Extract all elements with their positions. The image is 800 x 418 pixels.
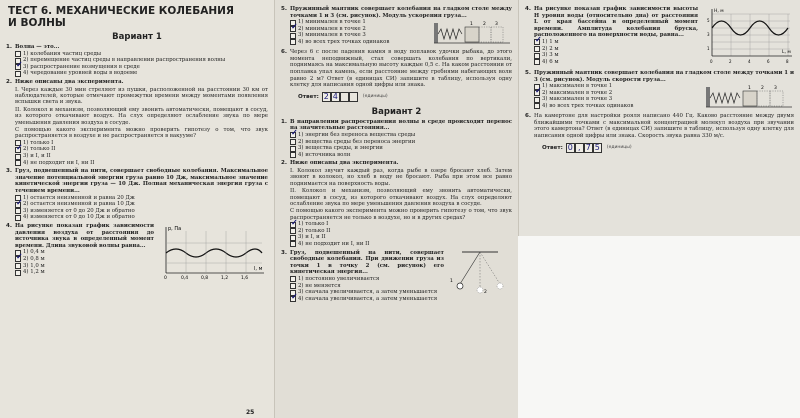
answer-option-label: 1) 0,4 м — [23, 249, 45, 256]
answer-option-label: 1) остается неизменной и равна 20 Дж — [23, 194, 135, 201]
tick-label: 1,2 — [221, 275, 229, 281]
variant-1-heading: Вариант 1 — [112, 32, 162, 42]
point-label: 3 — [495, 22, 498, 28]
question-v2-4: 4. На рисунке показан график зависимости высоты H уровня воды (относительно дна) от расстояния L от края бассейна в определенный момент времени. Амплитуда колебания бруска, расположенного на поверхности воды, равна... ✓ 1) 1 м 2) 2 м 3) 3 м 4) 6 м H, м L, м 0 2 4 6 8 1 3 5 — [525, 6, 794, 68]
experiment-1: I. Через каждые 30 мин стреляют из пушки, расположенной на расстоянии 30 км от наблюдателей, которые отмечают промежутки времени между моментами появления вспышки света и звука. — [15, 86, 268, 106]
answer-option-label: 3) минимален в точке 3 — [298, 32, 366, 39]
checkbox[interactable] — [290, 235, 296, 241]
answer-option[interactable] — [15, 214, 268, 221]
checkbox[interactable] — [15, 263, 21, 269]
question-text: На рисунке показан график зависимости высоты H уровня воды (относительно дна) от расстояния L от края бассейна в определенный момент времени. Амплитуда колебания бруска, расположенного на поверхности воды, равна... — [534, 6, 698, 39]
answer-option-label: 3) вещества среды, и энергии — [298, 145, 383, 152]
question-v2-2: 2. Ниже описаны два эксперимента. I. Колокол звучит каждый раз, когда рыбе в озере бросают хлеб. Затем звонят в колокол, но хлеб в воду не бросают. Рыба при этом все равно поднимается на поверхность воды. II. Колокол и механизм, позволяющий ему звонить автоматически, помещают в сосуд, из которого откачивают воздух. На слух определяют ослабление звука по мере уменьшения давления воздуха в сосуде. С помощью какого эксперимента можно проверить гипотезу о том, что звук распространяется не только в воздухе, но и в других средах? ✓ 1) только I 2) только II 3) и I, и II 4) не подходит ни I, ни II — [281, 160, 512, 247]
answer-option[interactable] — [290, 289, 444, 296]
checkbox[interactable] — [534, 103, 540, 109]
question-text: Пружинный маятник совершает колебания на гладком столе между точками 1 и 3 (см. рисунок). Модуль ускорения груза... — [290, 6, 512, 19]
answer-option-label: 2) максимален в точке 2 — [542, 89, 613, 96]
answer-option-label: 4) 6 м — [542, 58, 559, 65]
question-v1-2: 2. Ниже описаны два эксперимента. I. Через каждые 30 мин стреляют из пушки, расположенной на расстоянии 30 км от наблюдателей, которые отмечают промежутки времени между моментами появления вспышки света и звука. II. Колокол и механизм, позволяющий ему звонить автоматически, помещают в сосуд, из которого откачивают воздух. На слух определяют ослабление звука по мере уменьшения давления воздуха в сосуде. С помощью какого эксперимента можно проверить гипотезу о том, что звук распространяется в воздухе и не распространяется в вакууме? 1) только I ✓ 2) только II 3) и I, и II 4) не подходит ни I, ни II — [6, 79, 268, 166]
answer-option-label: 3) сначала увеличивается, а затем уменьшается — [298, 289, 438, 296]
checkbox[interactable] — [534, 53, 540, 59]
checked-checkbox[interactable] — [290, 132, 296, 138]
answer-option-label: 4) сначала увеличивается, а затем уменьшается — [298, 295, 438, 302]
answer-option-label: 1) 1 м — [542, 38, 559, 45]
question-text: В направлении распространения волны в среде происходит перенос на значительные расстояния... — [290, 118, 512, 132]
tick-label: 1,6 — [241, 275, 249, 281]
answer-option-label: 1) энергии без переноса вещества среды — [298, 131, 416, 138]
thread-pendulum-figure — [448, 250, 512, 294]
variant-2-heading: Вариант 2 — [371, 106, 422, 117]
blank-area — [518, 236, 800, 418]
tick-label: 6 — [767, 59, 770, 64]
question-v1-6: 6. Через 6 с после падения камня в воду поплавок удочки рыбака, до этого момента неподвижный, стал совершать колебания по вертикали, поднимаясь на максимальную высоту каждые 0,5 с. На каком расстоянии от поплавка упал камень, если расстояние между гребнями набегающих волн равно 2 м? Ответ (в единицах СИ) запишите в таблицу, используя одну клетку для написания одной цифры или знака. Ответ: 2 4 (единицы) — [281, 49, 512, 102]
point-label: 1 — [450, 278, 453, 284]
answer-option-label: 1) только I — [298, 221, 329, 228]
answer-option[interactable] — [290, 152, 512, 159]
answer-option[interactable] — [15, 153, 268, 160]
answer-option[interactable] — [290, 234, 512, 241]
experiment-1: I. Колокол звучит каждый раз, когда рыбе в озере бросают хлеб. Затем звонят в колокол, но хлеб в воду не бросают. Рыба при этом все равно поднимается на поверхность воды. — [290, 167, 512, 187]
checkbox[interactable] — [15, 51, 21, 57]
answer-option[interactable] — [15, 249, 154, 256]
answer-cell[interactable] — [340, 92, 349, 102]
answer-cell[interactable]: , — [575, 143, 584, 153]
question-text: Груз, подвешенный на нити, совершает свободные колебания. Максимальное значение потенциальной энергии груза равно 10 Дж, максимальное значение кинетической энергии груза — 10 Дж. Полная механическая энергия груза с течением времени... — [15, 168, 268, 194]
checkbox[interactable] — [290, 39, 296, 45]
answer-option[interactable] — [290, 32, 428, 39]
answer-option[interactable] — [290, 132, 512, 139]
answer-option[interactable] — [290, 145, 512, 152]
tick-label: 8 — [786, 59, 789, 64]
question-prompt: С помощью какого эксперимента можно проверить гипотезу о том, что звук распространяется не только в воздухе, но и в других средах? — [290, 208, 512, 221]
answer-option[interactable] — [534, 59, 698, 66]
answer-option[interactable] — [290, 241, 512, 248]
checkbox[interactable] — [15, 270, 21, 276]
checkbox[interactable] — [290, 228, 296, 234]
answer-cell[interactable]: 5 — [594, 143, 600, 153]
answer-unit: (единицы) — [606, 145, 632, 151]
answer-option[interactable] — [290, 276, 444, 283]
point-label: 2 — [761, 86, 764, 92]
experiment-2: II. Колокол и механизм, позволяющий ему звонить автоматически, помещают в сосуд, из которого откачивают воздух. На слух определяют ослабление звука по мере уменьшения давления воздуха в сосуде. — [15, 106, 268, 126]
point-label: 2 — [483, 22, 486, 28]
tick-label: 0,8 — [201, 275, 209, 281]
checkbox[interactable] — [15, 215, 21, 221]
answer-option[interactable] — [15, 146, 268, 153]
answer-cell[interactable]: 7 — [585, 143, 591, 153]
checked-checkbox[interactable] — [15, 202, 21, 208]
checked-checkbox[interactable] — [15, 256, 21, 262]
page-number: 25 — [246, 409, 255, 416]
checkbox[interactable] — [534, 97, 540, 103]
answer-row: Ответ: 2 4 (единицы) — [298, 92, 388, 102]
tick-label: 0 — [164, 275, 167, 281]
answer-option[interactable] — [15, 201, 268, 208]
question-text: На камертоне для настройки рояля написано 440 Гц. Каково расстояние между двумя ближайшими точками с максимальной концентрацией молекул воздуха при звучании этого камертона? Ответ (в единицах СИ) запишите в таблицу, используя одну клетку для написания одной цифры или знака. Скорость звука равна 330 м/с. — [534, 113, 794, 139]
point-label: 1 — [748, 86, 751, 92]
spring-pendulum-figure — [432, 19, 512, 47]
checkbox[interactable] — [290, 33, 296, 39]
answer-option[interactable] — [534, 83, 700, 90]
answer-option-label: 4) не подходит ни I, ни II — [298, 240, 370, 247]
answer-option-label: 1) минимален в точке 1 — [298, 19, 366, 26]
tick-label: 0 — [710, 59, 713, 64]
answer-option[interactable] — [534, 103, 700, 110]
question-v2-3: 3. Груз, подвешенный на нити, совершает свободные колебания. При движении груза из точки 1 в точку 2 (см. рисунок) его кинетическая энергия... 1) постоянно увеличивается 2) не меняется 3) сначала увеличивается, а затем уменьшается ✓ 4) сначала увеличивается, а затем уменьшается 1 2 — [281, 250, 512, 303]
answer-option-label: 2) вещества среды без переноса энергии — [298, 138, 416, 145]
checked-checkbox[interactable] — [15, 147, 21, 153]
checkbox[interactable] — [15, 71, 21, 77]
question-text: Через 6 с после падения камня в воду поплавок удочки рыбака, до этого момента неподвижный, стал совершать колебания по вертикали, поднимаясь на максимальную высоту каждые 0,5 с. На каком расстоянии от поплавка упал камень, если расстояние между гребнями набегающих волн равно 2 м? Ответ (в единицах СИ) запишите в таблицу, используя одну клетку для написания одной цифры или знака. — [290, 49, 512, 89]
graph-xlabel: L, м — [782, 50, 791, 55]
answer-boxes[interactable] — [322, 92, 358, 102]
answer-option-label: 4) во всех трех точках одинаков — [542, 102, 634, 109]
question-v1-5: 5. Пружинный маятник совершает колебания на гладком столе между точками 1 и 3 (см. рисунок). Модуль ускорения груза... 1) минимален в точке 1 ✓ 2) минимален в точке 2 3) минимален в точке 3 4) во всех трех точках одинаков 1 2 3 — [281, 6, 512, 47]
answer-option-label: 2) остается неизменной и равна 10 Дж — [23, 201, 135, 208]
answer-option-label: 2) только II — [298, 227, 331, 234]
question-text: Ниже описаны два эксперимента. — [290, 160, 399, 167]
checkbox[interactable] — [534, 46, 540, 52]
answer-option[interactable] — [534, 39, 698, 46]
answer-cell[interactable]: 4 — [332, 92, 338, 102]
checkbox[interactable] — [534, 59, 540, 65]
question-v2-6: 6. На камертоне для настройки рояля написано 440 Гц. Каково расстояние между двумя ближайшими точками с максимальной концентрацией молекул воздуха при звучании этого камертона? Ответ (в единицах СИ) запишите в таблицу, используя одну клетку для написания одной цифры или знака. Скорость звука равна 330 м/с. Ответ: 0 , 7 5 (единицы) — [525, 113, 794, 153]
checkbox[interactable] — [290, 283, 296, 289]
tick-label: 0,4 — [181, 275, 189, 281]
point-label: 1 — [470, 22, 473, 28]
question-v1-3: 3. Груз, подвешенный на нити, совершает свободные колебания. Максимальное значение потенциальной энергии груза равно 10 Дж, максимальное значение кинетической энергии груза — 10 Дж. Полная механическая энергия груза с течением времени... 1) остается неизменной и равна 20 Дж ✓ 2) остается неизменной и равна 10 Дж 3) изменяется от 0 до 20 Дж и обратно 4) изменяется от 0 до 10 Дж и обратно — [6, 168, 268, 221]
checkbox[interactable] — [290, 276, 296, 282]
answer-option[interactable] — [290, 221, 512, 228]
page-left — [0, 0, 274, 418]
question-text: Волна — это... — [15, 44, 60, 50]
tick-label: 3 — [707, 32, 710, 37]
answer-option-label: 3) 3 м — [542, 52, 559, 59]
question-text: На рисунке показан график зависимости давления воздуха от расстояния до источника звука в определенный момент времени. Длина звуковой волны равна... — [15, 222, 154, 249]
answer-cell[interactable]: 0 — [567, 143, 573, 153]
answer-option-label: 3) 1,0 м — [23, 262, 45, 269]
answer-option[interactable] — [15, 256, 154, 263]
answer-option-label: 2) перемещение частиц среды в направлении распространения волны — [23, 57, 226, 64]
pressure-distance-graph — [158, 223, 268, 281]
answer-option-label: 4) источника волн — [298, 151, 351, 158]
checkbox[interactable] — [15, 208, 21, 214]
point-label: 3 — [774, 86, 777, 92]
answer-option-label: 1) колебания частиц среды — [23, 50, 102, 57]
page-right — [518, 0, 800, 236]
question-text: Ниже описаны два эксперимента. — [15, 78, 124, 85]
question-v2-5: 5. Пружинный маятник совершает колебания на гладком столе между точками 1 и 3 (см. рисунок). Модуль скорости груза... 1) максимален в точке 1 ✓ 2) максимален в точке 2 3) максимален в точке 3 4) во всех трех точках одинаков 1 2 3 — [525, 70, 794, 111]
checkbox[interactable] — [290, 146, 296, 152]
answer-option-label: 1) максимален в точке 1 — [542, 83, 613, 90]
answer-cell[interactable] — [349, 92, 358, 102]
question-v1-1: 1. Волна — это... 1) колебания частиц среды 2) перемещение частиц среды в направлении распространения волны ✓ 3) распространение возмущения в среде 4) чередование уровней воды в водоеме — [6, 44, 268, 77]
answer-option[interactable] — [15, 160, 268, 167]
checked-checkbox[interactable] — [15, 64, 21, 70]
graph-ylabel: H, м — [714, 9, 724, 14]
answer-option-label: 2) не меняется — [298, 282, 341, 289]
question-prompt: С помощью какого эксперимента можно проверить гипотезу о том, что звук распространяется в воздухе и не распространяется в вакууме? — [15, 127, 268, 140]
answer-row: Ответ: 0 , 7 5 (единицы) — [542, 143, 632, 153]
answer-option-label: 4) во всех трех точках одинаков — [298, 38, 390, 45]
tick-label: 2 — [729, 59, 732, 64]
checkbox[interactable] — [15, 154, 21, 160]
answer-option-label: 3) и I, и II — [298, 234, 326, 241]
checked-checkbox[interactable] — [290, 222, 296, 228]
checked-checkbox[interactable] — [290, 26, 296, 32]
tick-label: 4 — [748, 59, 751, 64]
checked-checkbox[interactable] — [534, 90, 540, 96]
experiment-2: II. Колокол и механизм, позволяющий ему звонить автоматически, помещают в сосуд, из которого откачивают воздух. На слух определяют ослабление звука по мере уменьшения давления воздуха в сосуде. — [290, 188, 512, 207]
question-text: Пружинный маятник совершает колебания на гладком столе между точками 1 и 3 (см. рисунок). Модуль скорости груза... — [534, 70, 794, 83]
page-middle — [274, 0, 518, 418]
answer-option-label: 3) максимален в точке 3 — [542, 96, 613, 103]
question-text: Груз, подвешенный на нити, совершает свободные колебания. При движении груза из точки 1 в точку 2 (см. рисунок) его кинетическая энергия... — [290, 249, 444, 276]
answer-option[interactable] — [15, 70, 268, 77]
spring-pendulum-figure — [704, 83, 794, 111]
answer-option-label: 2) минимален в точке 2 — [298, 25, 366, 32]
answer-option-label: 4) 1,2 м — [23, 269, 45, 276]
answer-option-label: 2) только II — [23, 146, 56, 153]
answer-option[interactable] — [15, 269, 154, 276]
graph-xlabel: l, м — [254, 265, 263, 272]
answer-cell[interactable]: 2 — [323, 92, 329, 102]
answer-option[interactable] — [290, 39, 428, 46]
answer-option-label: 4) чередование уровней воды в водоеме — [23, 70, 138, 77]
checkbox[interactable] — [290, 152, 296, 158]
answer-option[interactable] — [534, 96, 700, 103]
point-label: 2 — [484, 289, 487, 294]
checkbox[interactable] — [290, 241, 296, 247]
answer-option-label: 2) 0,8 м — [23, 255, 45, 262]
checkbox[interactable] — [15, 160, 21, 166]
test-title: ТЕСТ 6. МЕХАНИЧЕСКИЕ КОЛЕБАНИЯ И ВОЛНЫ — [8, 5, 234, 29]
answer-option[interactable] — [290, 19, 428, 26]
answer-option[interactable] — [15, 57, 268, 64]
answer-option-label: 2) 2 м — [542, 45, 559, 52]
graph-ylabel: p, Па — [168, 225, 182, 232]
answer-option[interactable] — [290, 296, 444, 303]
answer-unit: (единицы) — [362, 94, 388, 100]
height-distance-graph — [702, 6, 794, 68]
answer-boxes[interactable] — [566, 143, 602, 153]
question-v1-4: 4. На рисунке показан график зависимости давления воздуха от расстояния до источника звука в определенный момент времени. Длина звуковой волны равна... 1) 0,4 м ✓ 2) 0,8 м 3) 1,0 м 4) 1,2 м p, Па l, м 0 0,4 0,8 1,2 1,6 — [6, 223, 268, 281]
answer-option[interactable] — [534, 52, 698, 59]
checkbox[interactable] — [290, 139, 296, 145]
answer-option-label: 1) постоянно увеличивается — [298, 275, 380, 282]
checked-checkbox[interactable] — [534, 39, 540, 45]
answer-option-label: 4) изменяется от 0 до 10 Дж и обратно — [23, 214, 135, 221]
answer-option-label: 3) распространение возмущения в среде — [23, 63, 140, 70]
tick-label: 5 — [707, 18, 710, 23]
checked-checkbox[interactable] — [290, 296, 296, 302]
answer-option-label: 4) не подходит ни I, ни II — [23, 159, 95, 166]
answer-option-label: 1) только I — [23, 139, 54, 146]
question-v2-1: 1. В направлении распространения волны в среде происходит перенос на значительные расстояния... ✓ 1) энергии без переноса вещества среды 2) вещества среды без переноса энергии 3) вещества среды, и энергии 4) источника волн — [281, 119, 512, 159]
answer-option-label: 3) и I, и II — [23, 153, 51, 159]
tick-label: 1 — [707, 46, 710, 51]
answer-option-label: 3) изменяется от 0 до 20 Дж и обратно — [23, 207, 135, 214]
